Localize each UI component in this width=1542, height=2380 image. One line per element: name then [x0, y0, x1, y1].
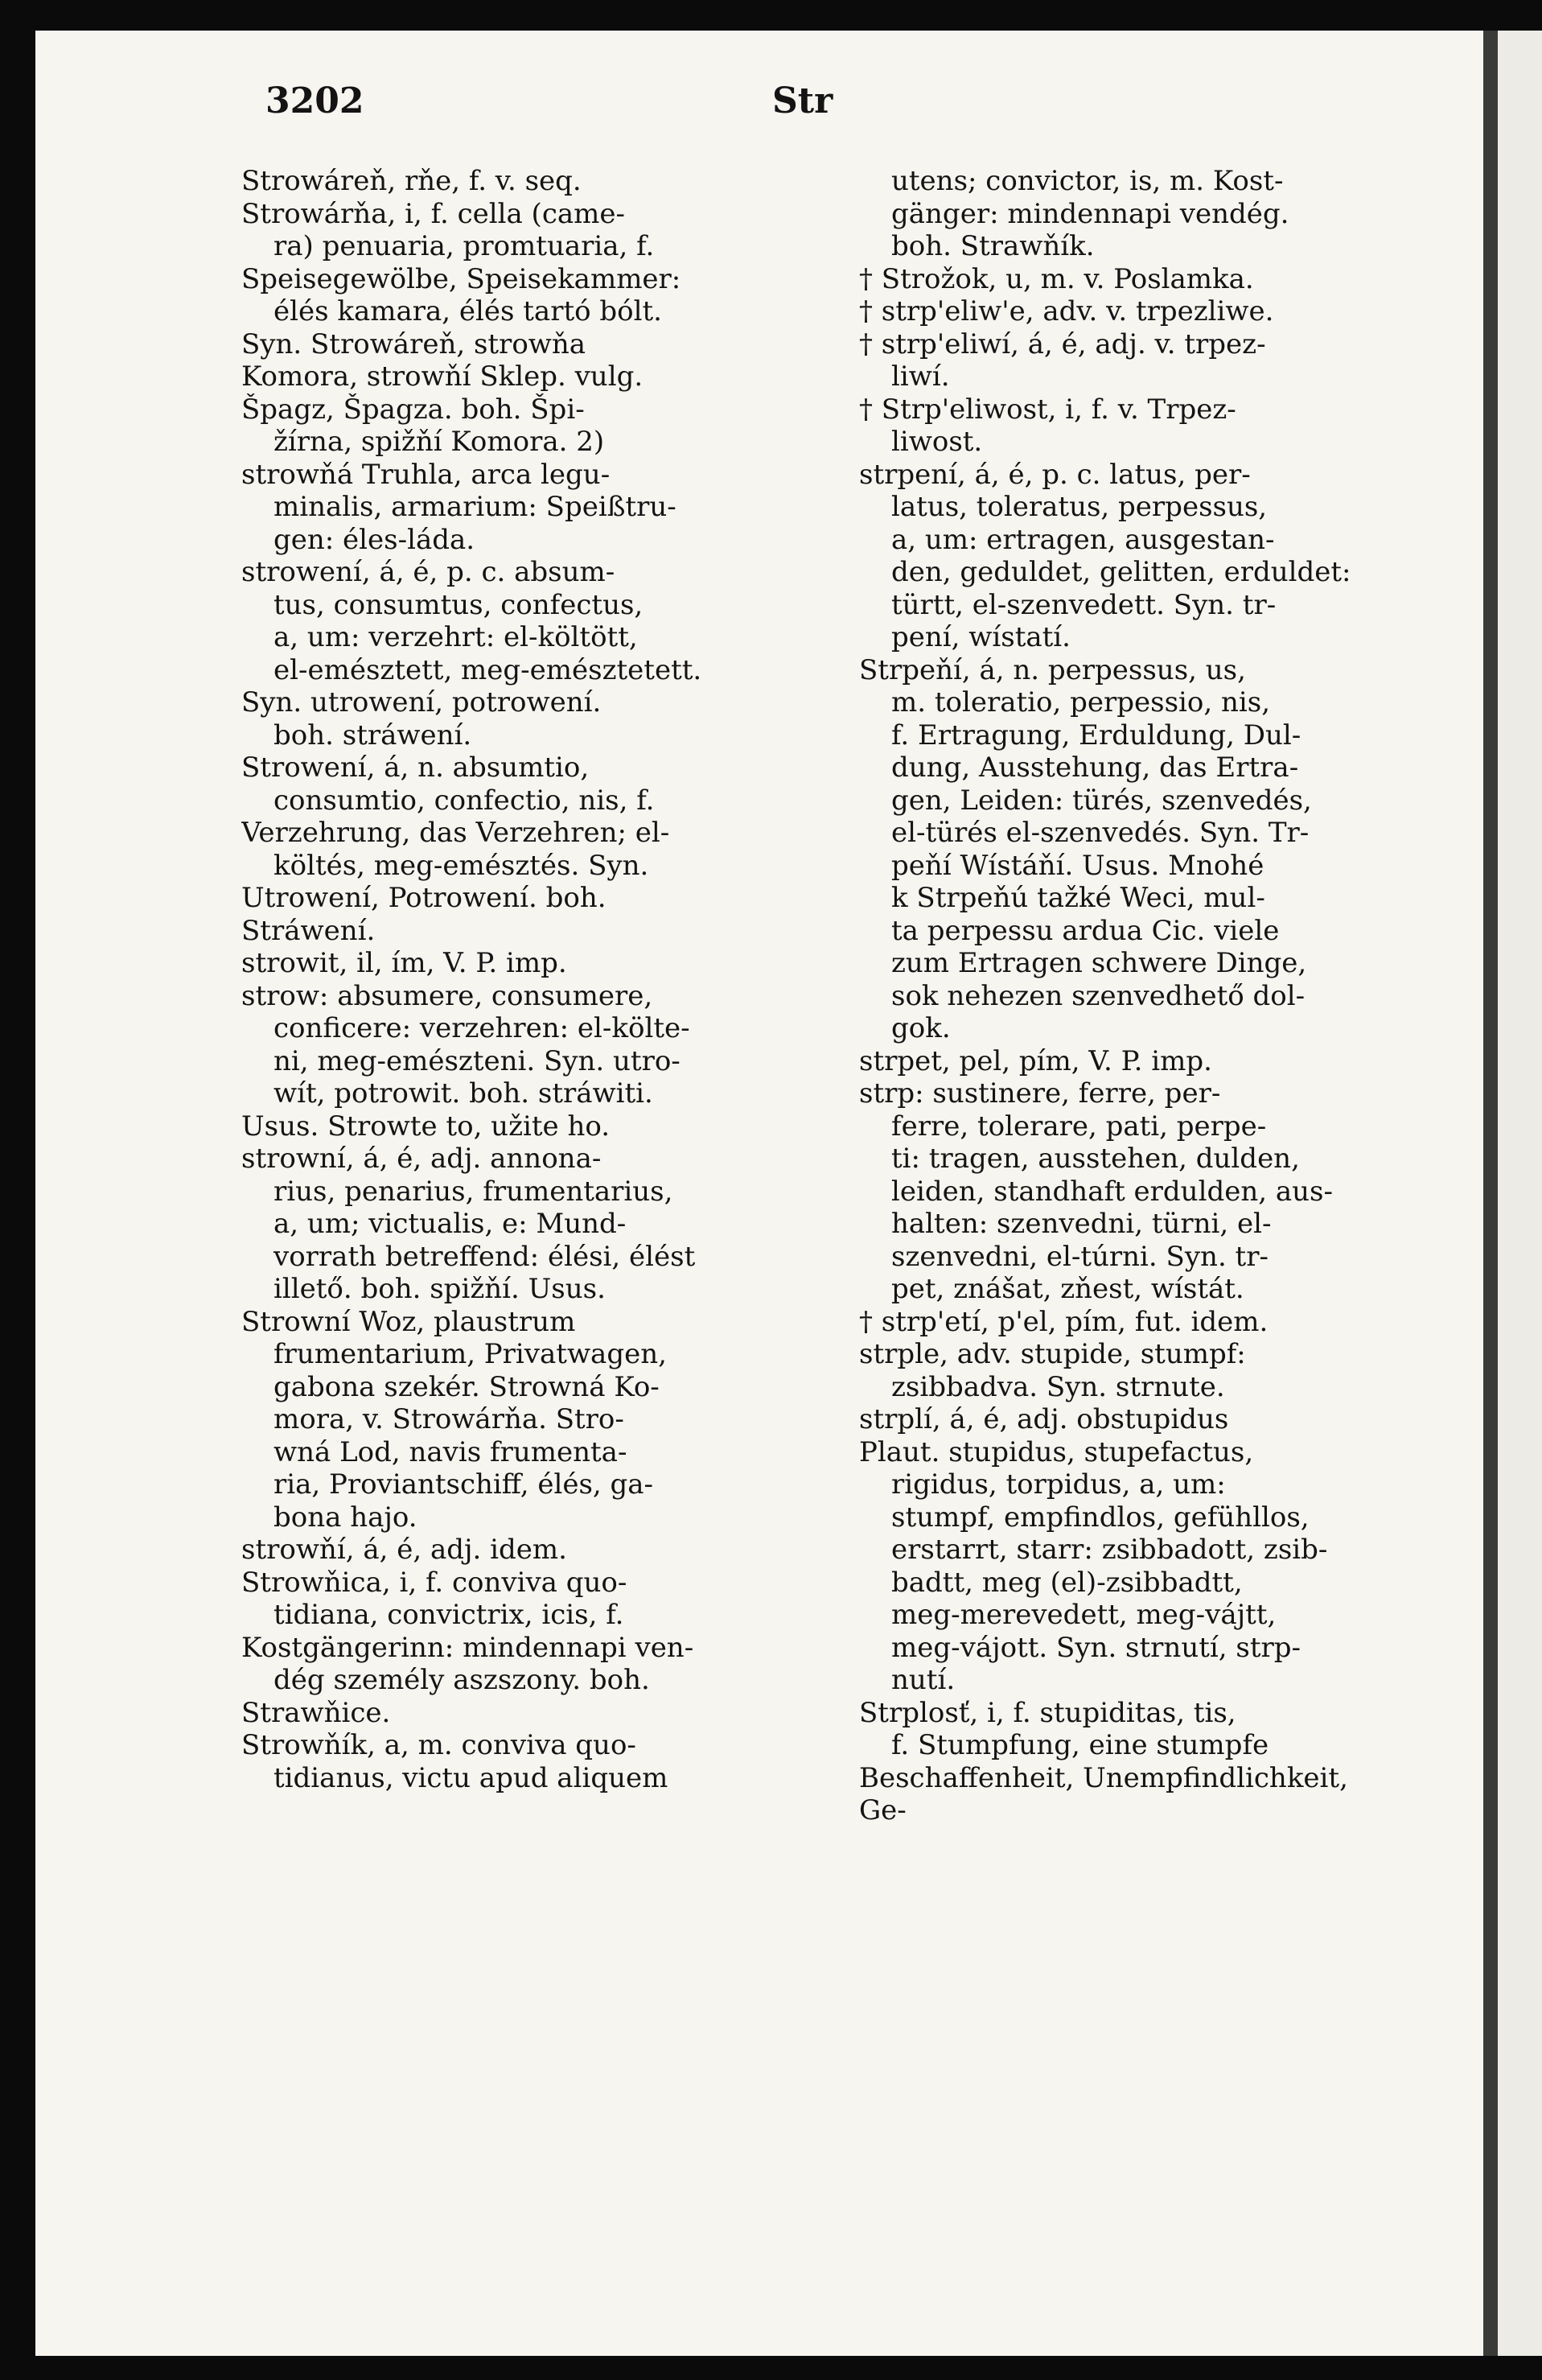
entry-line: Strpeňí, á, n. perpessus, us,: [859, 653, 1246, 686]
entry-line: boh. stráwení.: [273, 719, 472, 751]
page-number: 3202: [265, 80, 364, 121]
entry-line: a, um: verzehrt: el-költött,: [273, 621, 638, 653]
entry-line: zsibbadva. Syn. strnute.: [891, 1370, 1225, 1403]
entry-line: zum Ertragen schwere Dinge,: [891, 947, 1307, 979]
entry-line: gänger: mindennapi vendég.: [891, 197, 1289, 230]
entry-line: strpet, pel, pím, V. P. imp.: [859, 1044, 1212, 1077]
entry-line: illető. boh. spižňí. Usus.: [273, 1273, 606, 1305]
entry-line: liwost.: [891, 426, 983, 458]
entry-line: strow: absumere, consumere,: [241, 979, 653, 1012]
entry-line: ti: tragen, ausstehen, dulden,: [891, 1143, 1300, 1175]
entry-line: boh. Strawňík.: [891, 230, 1095, 262]
entry-line: sok nehezen szenvedhető dol-: [891, 979, 1306, 1012]
entry-line: Usus. Strowte to, užite ho.: [241, 1110, 611, 1143]
entry-line: el-türés el-szenvedés. Syn. Tr-: [891, 817, 1310, 849]
entry-line: a, um: ertragen, ausgestan-: [891, 523, 1275, 556]
entry-line: Strowení, á, n. absumtio,: [241, 751, 590, 784]
entry-line: f. Stumpfung, eine stumpfe: [891, 1729, 1269, 1761]
entry-line: stumpf, empfindlos, gefühllos,: [891, 1501, 1310, 1534]
entry-line: pet, znášat, zňest, wístát.: [891, 1273, 1244, 1305]
entry-line: ta perpessu ardua Cic. viele: [891, 914, 1280, 947]
entry-line: liwí.: [891, 360, 950, 393]
entry-line: strplí, á, é, adj. obstupidus: [859, 1403, 1229, 1435]
entry-line: Verzehrung, das Verzehren; el-: [241, 817, 670, 849]
right-column: [859, 165, 1430, 1827]
entry-line: türtt, el-szenvedett. Syn. tr-: [891, 588, 1277, 621]
entry-line: conficere: verzehren: el-költe-: [273, 1012, 690, 1044]
entry-line: m. toleratio, perpessio, nis,: [891, 686, 1271, 719]
entry-line: rigidus, torpidus, a, um:: [891, 1468, 1226, 1501]
entry-line: Strowňica, i, f. conviva quo-: [241, 1566, 627, 1599]
entry-line: a, um; victualis, e: Mund-: [273, 1208, 627, 1240]
entry-line: ria, Proviantschiff, élés, ga-: [273, 1468, 654, 1501]
letter-heading: Str: [772, 80, 833, 121]
entry-line: Strplosť, i, f. stupiditas, tis,: [859, 1696, 1236, 1729]
entry-line: tidianus, victu apud aliquem: [273, 1761, 668, 1794]
entry-line: dég személy aszszony. boh.: [273, 1664, 650, 1696]
entry-line: wná Lod, navis frumenta-: [273, 1435, 627, 1468]
entry-line: szenvedni, el-túrni. Syn. tr-: [891, 1240, 1269, 1273]
entry-line: latus, toleratus, perpessus,: [891, 491, 1268, 523]
entry-line: rius, penarius, frumentarius,: [273, 1175, 673, 1208]
entry-line: den, geduldet, gelitten, erduldet:: [891, 556, 1351, 588]
entry-line: Strowní Woz, plaustrum: [241, 1305, 576, 1338]
entry-line: wít, potrowit. boh. stráwiti.: [273, 1077, 653, 1110]
entry-line: Špagz, Špagza. boh. Špi-: [241, 393, 585, 426]
entry-line: erstarrt, starr: zsibbadott, zsib-: [891, 1534, 1328, 1566]
entry-line: gok.: [891, 1012, 951, 1044]
page-header: [241, 74, 869, 138]
entry-line: élés kamara, élés tartó bólt.: [273, 295, 662, 327]
entry-line: k Strpeňú tažké Weci, mul-: [891, 882, 1265, 914]
entry-line: Strowárňa, i, f. cella (came-: [241, 197, 625, 230]
entry-line: strowení, á, é, p. c. absum-: [241, 556, 615, 588]
entry-line: dung, Ausstehung, das Ertra-: [891, 751, 1299, 784]
entry-line: ra) penuaria, promtuaria, f.: [273, 230, 655, 262]
entry-line: strpení, á, é, p. c. latus, per-: [859, 458, 1251, 491]
entry-line: peňí Wístáňí. Usus. Mnohé: [891, 849, 1264, 882]
entry-line: pení, wístatí.: [891, 621, 1071, 653]
entry-line: mora, v. Strowárňa. Stro-: [273, 1403, 624, 1435]
entry-line: f. Ertragung, Erduldung, Dul-: [891, 719, 1301, 751]
entry-line: utens; convictor, is, m. Kost-: [891, 165, 1284, 197]
entry-line: badtt, meg (el)-zsibbadtt,: [891, 1566, 1243, 1599]
entry-line: halten: szenvedni, türni, el-: [891, 1208, 1272, 1240]
entry-line: strple, adv. stupide, stumpf:: [859, 1338, 1246, 1370]
entry-line: Komora, strowňí Sklep. vulg.: [241, 360, 644, 393]
entry-line: consumtio, confectio, nis, f.: [273, 784, 655, 817]
entry-line: žírna, spižňí Komora. 2): [273, 426, 605, 458]
entry-line: ni, meg-emészteni. Syn. utro-: [273, 1044, 681, 1077]
entry-line: tus, consumtus, confectus,: [273, 588, 644, 621]
entry-line: meg-vájott. Syn. strnutí, strp-: [891, 1631, 1301, 1664]
entry-line: költés, meg-emésztés. Syn.: [273, 849, 649, 882]
entry-line: strowit, il, ím, V. P. imp.: [241, 947, 567, 979]
entry-line: strowňá Truhla, arca legu-: [241, 458, 611, 491]
entry-line: † strp'eliwí, á, é, adj. v. trpez-: [859, 327, 1266, 360]
entry-line: frumentarium, Privatwagen,: [273, 1338, 667, 1370]
entry-line: vorrath betreffend: élési, élést: [273, 1240, 696, 1273]
entry-line: tidiana, convictrix, icis, f.: [273, 1599, 624, 1631]
entry-line: † strp'eliw'e, adv. v. trpezliwe.: [859, 295, 1274, 327]
entry-line: Beschaffenheit, Unempfindlichkeit,: [859, 1761, 1348, 1794]
entry-line: el-emésztett, meg-emésztetett.: [273, 653, 702, 686]
entry-line: strp: sustinere, ferre, per-: [859, 1077, 1221, 1110]
entry-line: minalis, armarium: Speißtru-: [273, 491, 676, 523]
entry-line: meg-merevedett, meg-vájtt,: [891, 1599, 1277, 1631]
book-gutter: [1483, 31, 1498, 2356]
facing-page-edge: [1498, 31, 1542, 2356]
left-column: [241, 165, 829, 1794]
entry-line: Ge-: [859, 1794, 907, 1826]
entry-line: Utrowení, Potrowení. boh.: [241, 882, 607, 914]
entry-line: nutí.: [891, 1664, 956, 1696]
entry-line: † Strp'eliwost, i, f. v. Trpez-: [859, 393, 1236, 426]
entry-line: gabona szekér. Strowná Ko-: [273, 1370, 660, 1403]
entry-line: bona hajo.: [273, 1501, 417, 1534]
entry-line: Strowáreň, rňe, f. v. seq.: [241, 165, 582, 197]
entry-line: Plaut. stupidus, stupefactus,: [859, 1435, 1254, 1468]
entry-line: gen: éles-láda.: [273, 523, 475, 556]
entry-line: † Strožok, u, m. v. Poslamka.: [859, 262, 1254, 295]
entry-line: strowní, á, é, adj. annona-: [241, 1143, 602, 1175]
entry-line: Kostgängerinn: mindennapi ven-: [241, 1631, 694, 1664]
entry-line: gen, Leiden: türés, szenvedés,: [891, 784, 1312, 817]
entry-line: leiden, standhaft erdulden, aus-: [891, 1175, 1333, 1208]
entry-line: Strawňice.: [241, 1696, 391, 1729]
entry-line: Stráwení.: [241, 914, 376, 947]
entry-line: ferre, tolerare, pati, perpe-: [891, 1110, 1267, 1143]
entry-line: † strp'etí, p'el, pím, fut. idem.: [859, 1305, 1269, 1338]
entry-line: Syn. utrowení, potrowení.: [241, 686, 602, 719]
entry-line: Speisegewölbe, Speisekammer:: [241, 262, 681, 295]
entry-line: Syn. Strowáreň, strowňa: [241, 327, 586, 360]
entry-line: strowňí, á, é, adj. idem.: [241, 1534, 567, 1566]
entry-line: Strowňík, a, m. conviva quo-: [241, 1729, 636, 1761]
